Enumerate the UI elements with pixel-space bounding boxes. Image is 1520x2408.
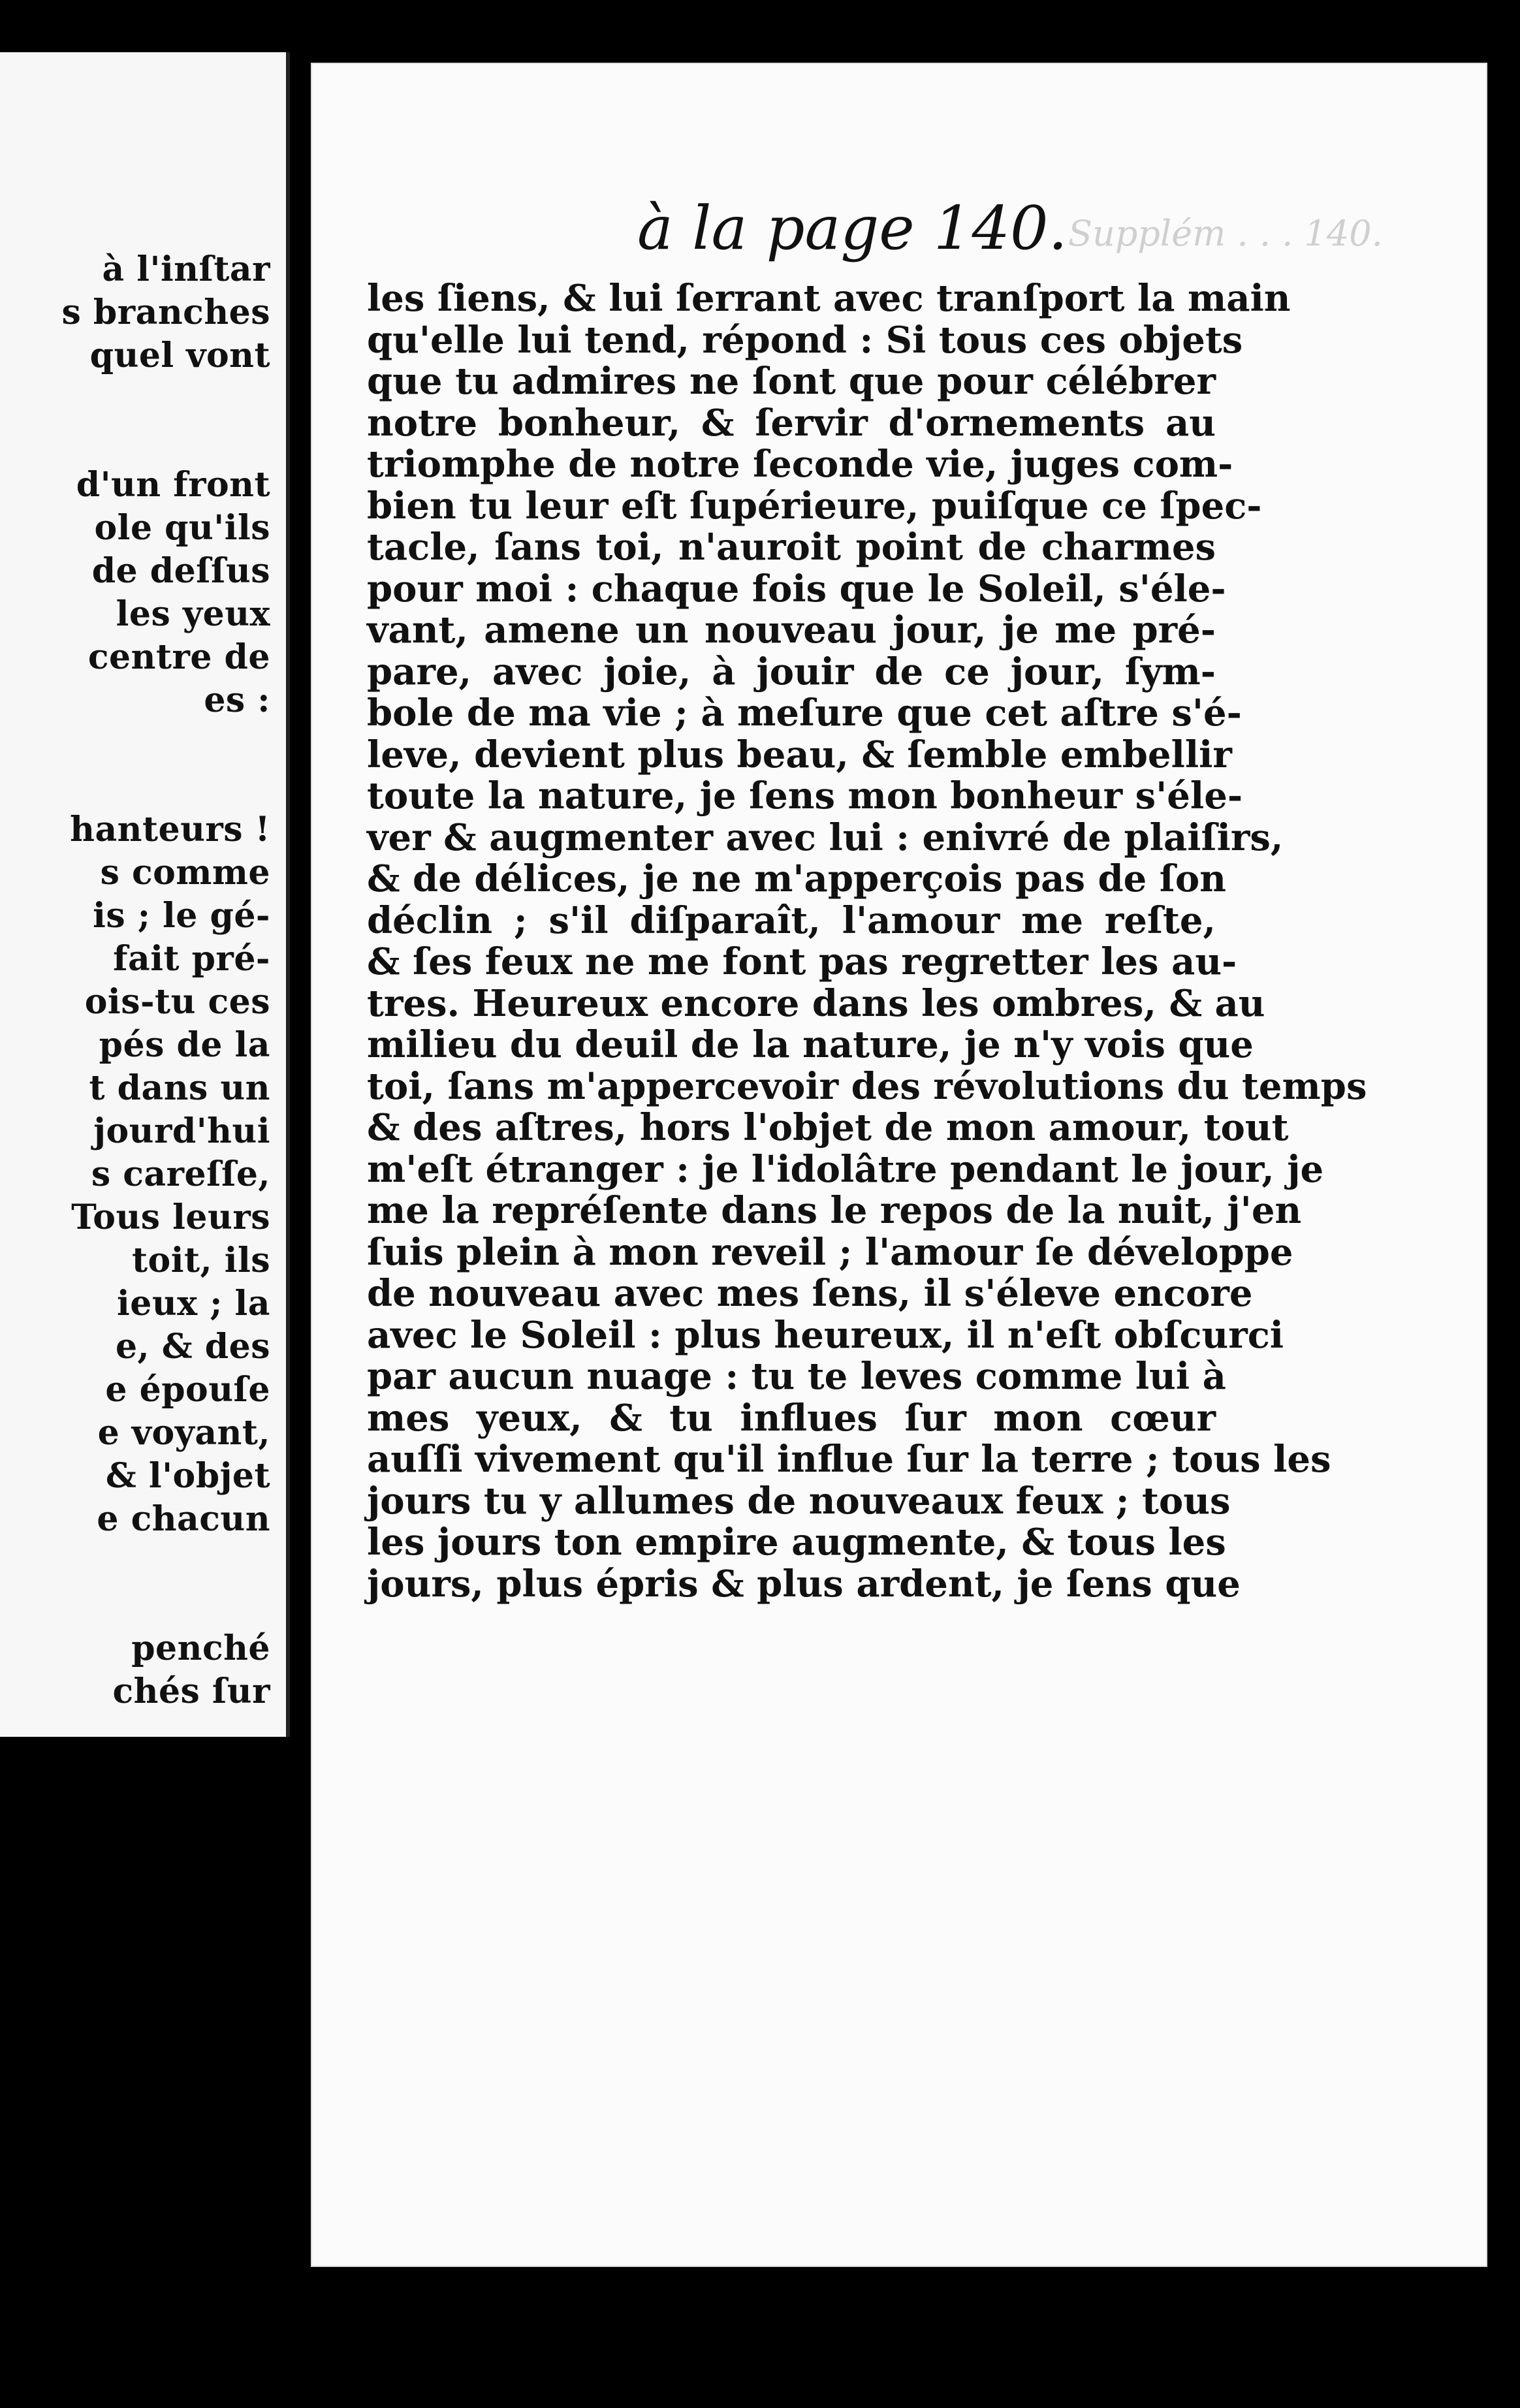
previous-page-line: & l'objet xyxy=(105,1456,270,1496)
previous-page-line xyxy=(0,377,270,420)
previous-page-line: s comme xyxy=(100,853,270,893)
previous-page-line: s careſſe, xyxy=(91,1154,270,1194)
book-page xyxy=(311,63,1487,2267)
text-line: avec le Soleil : plus heureux, il n'eſt obſcurci xyxy=(367,1313,1284,1357)
previous-page-line: hanteurs ! xyxy=(70,810,270,849)
text-line: pare, avec joie, à jouir de ce jour, ſym- xyxy=(367,650,1216,693)
text-line: ver & augmenter avec lui : enivré de plaiſirs, xyxy=(367,816,1284,859)
previous-page-line: pés de la xyxy=(99,1025,270,1065)
previous-page-line: de deſſus xyxy=(91,551,270,591)
text-line: tres. Heureux encore dans les ombres, & au xyxy=(367,981,1265,1025)
text-line: toute la nature, je ſens mon bonheur s'éle- xyxy=(367,774,1243,817)
text-line: déclin ; s'il diſparaît, l'amour me reſte, xyxy=(367,898,1216,942)
previous-page-line: à l'inſtar xyxy=(102,249,270,289)
text-line: de nouveau avec mes ſens, il s'éleve encore xyxy=(367,1272,1253,1315)
text-line: notre bonheur, & ſervir d'ornements au xyxy=(367,401,1216,445)
text-line: les jours ton empire augmente, & tous les xyxy=(367,1521,1226,1564)
text-line: tacle, ſans toi, n'auroit point de charmes xyxy=(367,526,1216,569)
previous-page-line: quel vont xyxy=(89,336,270,375)
show-through-text: Supplém . . . 140. xyxy=(1068,213,1383,254)
previous-page-line: s branches xyxy=(61,293,270,332)
text-line: m'eſt étranger : je l'idolâtre pendant le jour, je xyxy=(367,1147,1324,1191)
text-line: & des aſtres, hors l'objet de mon amour, tout xyxy=(367,1106,1289,1149)
previous-page-line: ole qu'ils xyxy=(94,508,270,548)
previous-page-line xyxy=(0,1541,270,1584)
previous-page-line: penché xyxy=(131,1628,270,1668)
previous-page-line xyxy=(0,765,270,808)
text-line: que tu admires ne ſont que pour célébrer xyxy=(367,360,1216,403)
text-line: jours tu y allumes de nouveaux feux ; tous xyxy=(367,1479,1231,1523)
text-line: les ſiens, & lui ſerrant avec tranſport la main xyxy=(367,277,1291,320)
previous-page-line: es : xyxy=(204,680,270,720)
text-line: pour moi : chaque fois que le Soleil, s'éle- xyxy=(367,567,1226,610)
text-line: auſſi vivement qu'il influe ſur la terre ; tous les xyxy=(367,1438,1331,1481)
previous-page-line: d'un front xyxy=(76,465,270,505)
previous-page-fragment xyxy=(0,52,290,1737)
previous-page-line: fait pré- xyxy=(113,939,270,979)
previous-page-line: e voyant, xyxy=(97,1413,270,1453)
previous-page-line: e chacun xyxy=(97,1499,270,1539)
text-line: mes yeux, & tu influes ſur mon cœur xyxy=(367,1396,1216,1440)
previous-page-line: is ; le gé- xyxy=(93,896,270,936)
text-line: qu'elle lui tend, répond : Si tous ces objets xyxy=(367,318,1243,362)
text-line: toi, ſans m'appercevoir des révolutions du temps xyxy=(367,1064,1367,1108)
text-line: leve, devient plus beau, & ſemble embellir xyxy=(367,733,1232,776)
previous-page-text xyxy=(0,248,270,1713)
text-line: milieu du deuil de la nature, je n'y vois que xyxy=(367,1023,1254,1066)
previous-page-line: e, & des xyxy=(115,1327,270,1367)
body-text xyxy=(367,277,1367,1606)
text-line: par aucun nuage : tu te leves comme lui à xyxy=(367,1355,1226,1398)
previous-page-line: ois-tu ces xyxy=(84,982,270,1022)
text-line: bien tu leur eſt ſupérieure, puiſque ce ſpec- xyxy=(367,484,1262,528)
previous-page-line: jourd'hui xyxy=(93,1111,270,1151)
text-line: vant, amene un nouveau jour, je me pré- xyxy=(367,609,1216,652)
text-line: bole de ma vie ; à meſure que cet aſtre s'é- xyxy=(367,691,1242,735)
previous-page-line: t dans un xyxy=(89,1068,270,1108)
previous-page-line: les yeux xyxy=(116,594,270,634)
text-line: me la repréſente dans le repos de la nuit, j'en xyxy=(367,1189,1302,1232)
previous-page-line xyxy=(0,722,270,765)
previous-page-line: Tous leurs xyxy=(71,1197,270,1237)
page-heading: à la page 140. xyxy=(637,193,1068,263)
previous-page-line xyxy=(0,420,270,464)
text-line: ſuis plein à mon reveil ; l'amour ſe développe xyxy=(367,1230,1293,1274)
previous-page-line: e épouſe xyxy=(105,1370,270,1410)
text-line: triomphe de notre ſeconde vie, juges com- xyxy=(367,443,1233,486)
previous-page-line xyxy=(0,1584,270,1627)
previous-page-line: ieux ; la xyxy=(117,1284,270,1323)
previous-page-line: toit, ils xyxy=(132,1241,270,1280)
text-line: jours, plus épris & plus ardent, je ſens que xyxy=(367,1562,1241,1606)
previous-page-line: centre de xyxy=(87,637,270,677)
text-line: & ſes feux ne me font pas regretter les au- xyxy=(367,940,1237,983)
previous-page-line: chés ſur xyxy=(112,1671,270,1711)
text-line: & de délices, je ne m'apperçois pas de ſon xyxy=(367,857,1226,900)
